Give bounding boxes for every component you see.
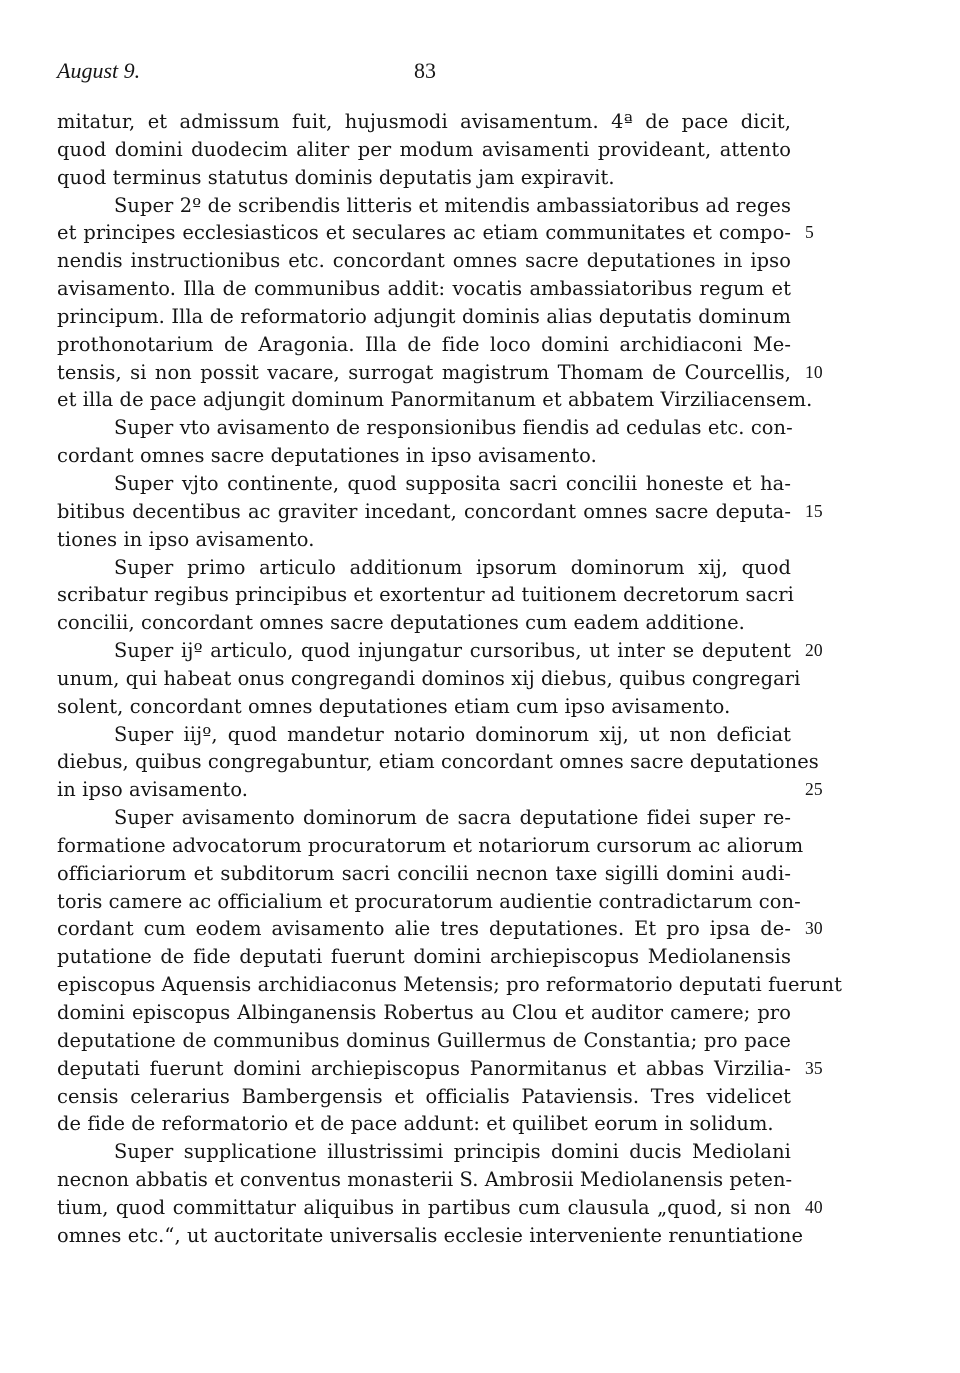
line-number: 20 (805, 640, 823, 661)
text-line (57, 1027, 791, 1055)
line-number: 35 (805, 1057, 823, 1078)
text-line-content: nendis instructionibus etc. concordant omnes sacre deputationes in ipso (57, 249, 791, 273)
text-line-content: necnon abbatis et conventus monasterii S. Ambrosii Mediolanensis peten- (57, 1168, 793, 1192)
text-line (57, 1194, 823, 1222)
text-line-content: diebus, quibus congregabuntur, etiam concordant omnes sacre deputationes (57, 750, 819, 774)
text-line-content: de fide de reformatorio et de pace addunt: et quilibet eorum in solidum. (57, 1112, 774, 1136)
text-line-content: Super avisamento dominorum de sacra deputatione fidei super re- (114, 806, 791, 830)
text-line (57, 219, 814, 247)
text-line-content: officiariorum et subditorum sacri concilii necnon taxe sigilli domini audi- (57, 861, 791, 885)
text-line-content: principum. Illa de reformatorio adjungit dominis alias deputatis dominum (57, 304, 791, 328)
text-line (57, 526, 791, 554)
text-line (57, 359, 823, 387)
text-line (57, 1166, 791, 1194)
text-line (57, 832, 804, 860)
text-line (57, 136, 791, 164)
text-line-content: Super iijº, quod mandetur notario dominorum xij, ut non deficiat (114, 722, 791, 746)
line-number: 40 (805, 1196, 823, 1217)
text-line (57, 693, 791, 721)
text-line-content: Super ijº articulo, quod injungatur cursoribus, ut inter se deputent (114, 639, 791, 663)
text-line (57, 888, 801, 916)
text-line (57, 247, 791, 275)
text-line-content: cordant cum eodem avisamento alie tres deputationes. Et pro ipsa de- (57, 917, 791, 941)
text-line-content: bitibus decentibus ac graviter incedant, concordant omnes sacre deputa- (57, 499, 791, 523)
text-line (57, 721, 791, 749)
text-line (57, 999, 791, 1027)
text-line (57, 943, 791, 971)
text-line (57, 1138, 791, 1166)
text-line-content: episcopus Aquensis archidiaconus Metensis; pro reformatorio deputati fuerunt (57, 973, 842, 997)
text-line-content: et principes ecclesiasticos et seculares ac etiam communitates et compo- (57, 221, 791, 245)
text-line-content: scribatur regibus principibus et exortentur ad tuitionem decretorum sacri (57, 583, 794, 607)
text-line (57, 1083, 791, 1111)
text-line-content: formatione advocatorum procuratorum et notariorum cursorum ac aliorum (57, 833, 804, 857)
text-line (57, 776, 823, 804)
text-line (57, 748, 819, 776)
text-line-content: avisamento. Illa de communibus addit: vocatis ambassiatoribus regum et (57, 277, 791, 301)
text-line-content: Super 2º de scribendis litteris et mitendis ambassiatoribus ad reges (114, 193, 791, 217)
text-line-content: censis celerarius Bambergensis et officialis Pataviensis. Tres videlicet (57, 1084, 791, 1108)
text-line (57, 414, 791, 442)
text-line (57, 554, 791, 582)
text-line (57, 164, 791, 192)
text-line (57, 1222, 804, 1250)
text-line (57, 915, 823, 943)
text-line (57, 637, 823, 665)
text-line-content: toris camere ac officialium et procuratorum audientie contradictarum con- (57, 889, 801, 913)
text-line (57, 108, 791, 136)
text-line (57, 971, 842, 999)
text-line (57, 442, 791, 470)
text-line-content: cordant omnes sacre deputationes in ipso avisamento. (57, 444, 597, 468)
text-line (57, 303, 791, 331)
text-line-content: Super vto avisamento de responsionibus fiendis ad cedulas etc. con- (114, 416, 793, 440)
text-line-content: mitatur, et admissum fuit, hujusmodi avisamentum. 4ª de pace dicit, (57, 110, 791, 133)
text-line-content: tium, quod committatur aliquibus in partibus cum clausula „quod, si non (57, 1195, 791, 1219)
text-line (57, 331, 791, 359)
text-line (57, 804, 791, 832)
text-line (57, 1110, 791, 1138)
text-line-content: tensis, si non possit vacare, surrogat magistrum Thomam de Courcellis, (57, 360, 791, 384)
text-line (57, 860, 791, 888)
body-text (57, 108, 842, 1250)
text-line (57, 665, 801, 693)
text-line-content: quod terminus statutus dominis deputatis jam expiravit. (57, 165, 615, 189)
text-line-content: omnes etc.“, ut auctoritate universalis ecclesie interveniente renuntiatione (57, 1223, 804, 1247)
text-line (57, 581, 794, 609)
text-line (57, 192, 791, 220)
page-number: 83 (414, 58, 436, 83)
text-line (57, 498, 823, 526)
text-line-content: Super vjto continente, quod supposita sacri concilii honeste et ha- (114, 471, 791, 495)
text-line (57, 609, 791, 637)
text-line-content: unum, qui habeat onus congregandi dominos xij diebus, quibus congregari (57, 666, 801, 690)
text-line-content: deputatione de communibus dominus Guillermus de Constantia; pro pace (57, 1028, 791, 1052)
line-number: 30 (805, 918, 823, 939)
text-line (57, 386, 813, 414)
text-line-content: et illa de pace adjungit dominum Panormitanum et abbatem Virziliacensem. (57, 388, 813, 412)
text-line-content: prothonotarium de Aragonia. Illa de fide loco domini archidiaconi Me- (57, 332, 791, 356)
running-head-date: August 9. (57, 58, 141, 83)
text-line (57, 470, 791, 498)
text-line-content: solent, concordant omnes deputationes etiam cum ipso avisamento. (57, 694, 731, 718)
text-line-content: domini episcopus Albinganensis Robertus au Clou et auditor camere; pro (57, 1001, 791, 1024)
text-line (57, 1055, 823, 1083)
text-line (57, 275, 791, 303)
text-line-content: deputati fuerunt domini archiepiscopus Panormitanus et abbas Virzilia- (57, 1056, 791, 1080)
line-number: 5 (805, 222, 814, 243)
text-line-content: in ipso avisamento. (57, 778, 249, 802)
text-line-content: tiones in ipso avisamento. (57, 527, 315, 551)
text-line-content: putatione de fide deputati fuerunt domini archiepiscopus Mediolanensis (57, 945, 791, 969)
line-number: 25 (805, 779, 823, 800)
running-head (57, 58, 797, 88)
text-line-content: Super primo articulo additionum ipsorum dominorum xij, quod (114, 555, 791, 579)
text-line-content: quod domini duodecim aliter per modum avisamenti provideant, attento (57, 137, 791, 161)
line-number: 10 (805, 361, 823, 382)
text-line-content: concilii, concordant omnes sacre deputationes cum eadem additione. (57, 611, 745, 635)
line-number: 15 (805, 500, 823, 521)
text-line-content: Super supplicatione illustrissimi principis domini ducis Mediolani (114, 1140, 791, 1164)
